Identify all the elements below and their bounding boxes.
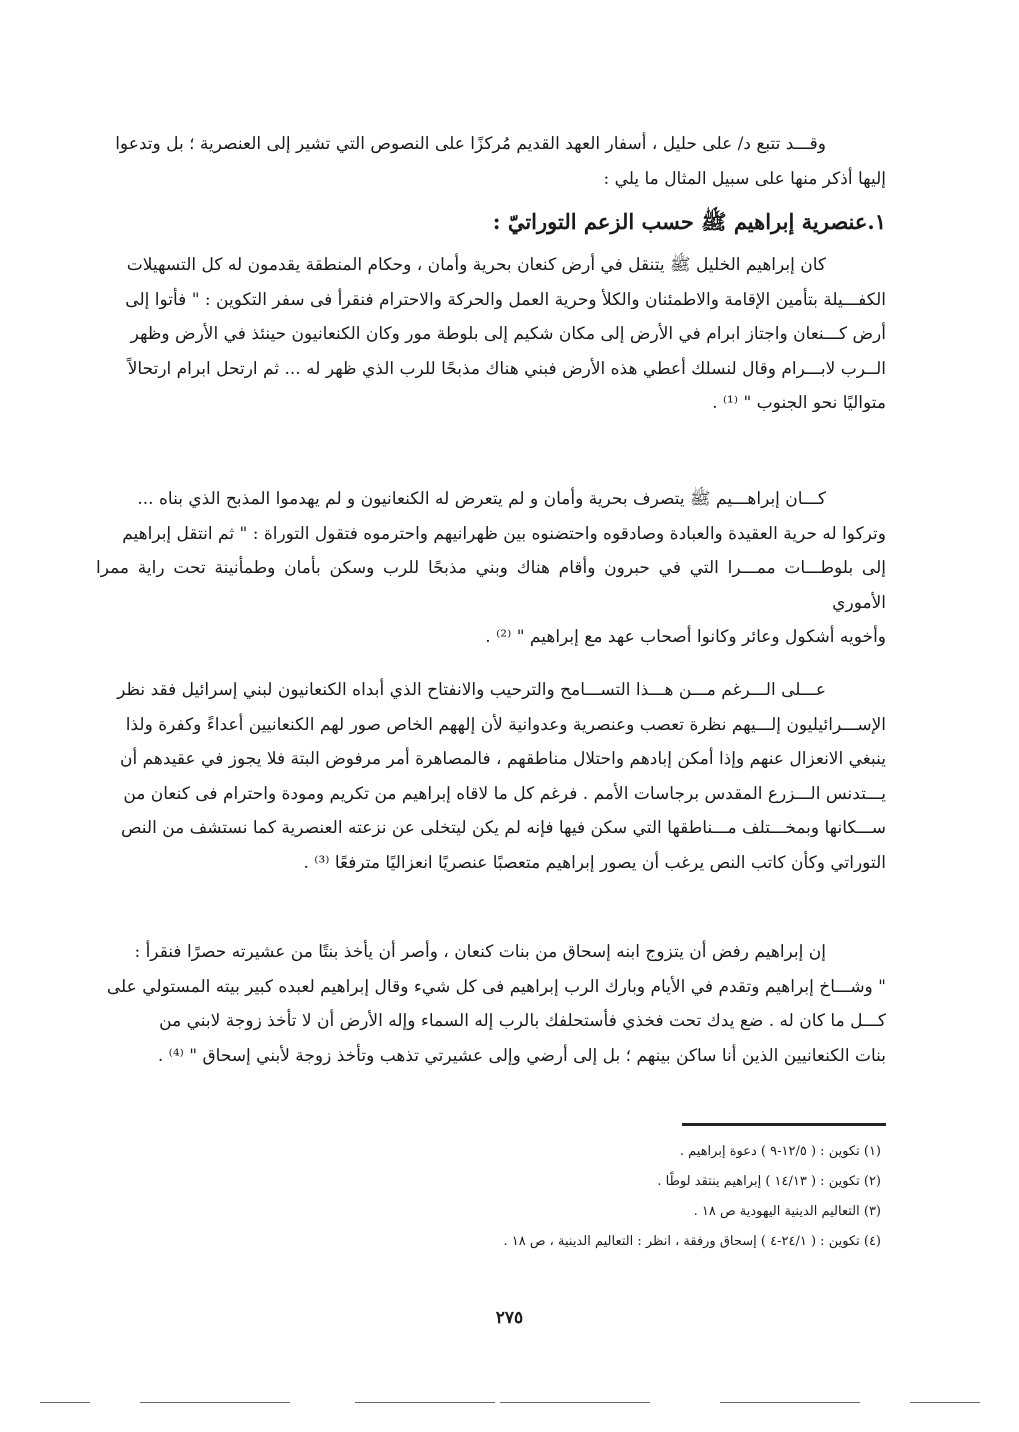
paragraph-1-line-2: الكفـــيلة بتأمين الإقامة والاطمئنان والكلأ وحرية العمل والحركة والاحترام فنقرأ فى سفر التكوين : " فأتوا إلى [125, 289, 886, 310]
footnotes [281, 1137, 881, 1257]
footnote-2: (٢) تكوين : ( ١٤/١٣ ) إبراهيم ينتقد لوطًا . [657, 1174, 881, 1189]
footnote-4: (٤) تكوين : ( ٢٤/١-٤ ) إسحاق ورفقة ، انظر : التعاليم الدينية ، ص ١٨ . [503, 1234, 881, 1249]
paragraph-1-line-3: أرض كـــنعان واجتاز ابرام في الأرض إلى مكان شكيم إلى بلوطة مور وكان الكنعانيون حينئذ في الأرض وظهر [130, 324, 886, 344]
paragraph-4 [96, 935, 886, 1073]
paragraph-2 [96, 482, 886, 655]
scan-line [40, 1402, 90, 1403]
paragraph-3-line-6: التوراتي وكأن كاتب النص يرغب أن يصور إبراهيم متعصبًا عنصريًا انعزاليًا مترفعًا ⁽³⁾ . [303, 852, 886, 873]
scan-line [500, 1402, 650, 1403]
paragraph-3-line-3: ينبغي الانعزال عنهم وإذا أمكن إبادهم واحتلال مناطقهم ، فالمصاهرة أمر مرفوض البتة فلا يجوز في عقيدهم أن [119, 749, 886, 769]
scan-line [140, 1402, 290, 1403]
paragraph-3 [96, 673, 886, 880]
intro-paragraph [96, 127, 886, 196]
paragraph-2-line-2: وتركوا له حرية العقيدة والعبادة وصادقوه واحتضنوه بين ظهرانيهم واحترموه فتقول التوراة : " ثم انتقل إبراهيم [122, 523, 886, 544]
paragraph-2-line-3: إلى بلوطـــات ممـــرا التي في حبرون وأقام هناك وبني مذبحًا للرب وسكن بأمان وطمأنينة تحت راية ممرا الأموري [96, 558, 886, 613]
paragraph-3-line-5: ســـكانها وبمخـــتلف مـــناطقها التي سكن فيها فإنه لم يكن ليتخلى عن نزعته العنصرية كما نستشف من النص [120, 818, 886, 838]
section-heading: ١.عنصرية إبراهيم ﷺ حسب الزعم التوراتيّ : [492, 209, 886, 234]
page-number: ٢٧٥ [495, 1308, 524, 1328]
intro-line-1: وقـــد تتبع د/ على حليل ، أسفار العهد القديم مُركزًا على النصوص التي تشير إلى العنصرية ؛ بل وتدعوا [115, 134, 826, 154]
paragraph-1-line-1: كان إبراهيم الخليل ﷺ يتنقل في أرض كنعان بحرية وأمان ، وحكام المنطقة يقدمون له كل التسهيلات [126, 255, 826, 275]
scan-line [910, 1402, 980, 1403]
paragraph-1 [96, 248, 886, 421]
paragraph-3-line-2: الإســـرائيليون إلـــيهم نظرة تعصب وعنصرية وعدوانية لأن إلههم الخاص صور لهم الكنعانيين أعداءً وكفرة ولذا [125, 714, 886, 735]
footnote-1: (١) تكوين : ( ١٢/٥-٩ ) دعوة إبراهيم . [679, 1144, 881, 1159]
scan-line [355, 1402, 495, 1403]
paragraph-4-line-1: إن إبراهيم رفض أن يتزوج ابنه إسحاق من بنات كنعان ، وأصر أن يأخذ بنتًا من عشيرته حصرًا فنقرأ : [134, 942, 826, 962]
paragraph-1-line-5: متواليًا نحو الجنوب " ⁽¹⁾ . [712, 393, 886, 413]
footnote-separator [682, 1123, 886, 1126]
paragraph-1-line-4: الــرب لابـــرام وقال لنسلك أعطي هذه الأرض فبني هناك مذبحًا للرب الذي ظهر له ... ثم ارتحل ابرام ارتحالاً [127, 358, 886, 379]
paragraph-4-line-3: كـــل ما كان له . ضع يدك تحت فخذي فأستحلفك بالرب إله السماء وإله الأرض أن لا تأخذ زوجة لابني من [159, 1011, 886, 1031]
paragraph-2-line-4: وأخويه أشكول وعائر وكانوا أصحاب عهد مع إبراهيم " ⁽²⁾ . [485, 627, 886, 647]
footnote-3: (٣) التعاليم الدينية اليهودية ص ١٨ . [693, 1204, 881, 1219]
paragraph-3-line-4: يـــتدنس الـــزرع المقدس برجاسات الأمم . فرغم كل ما لاقاه إبراهيم من تكريم ومودة واحترام فى كنعان من [123, 783, 886, 804]
paragraph-4-line-4: بنات الكنعانيين الذين أنا ساكن بينهم ؛ بل إلى أرضي وإلى عشيرتي تذهب وتأخذ زوجة لأبني إسحاق " ⁽⁴⁾ . [157, 1045, 886, 1066]
intro-line-2: إليها أذكر منها على سبيل المثال ما يلي : [603, 168, 886, 189]
paragraph-2-line-1: كـــان إبراهـــيم ﷺ يتصرف بحرية وأمان و لم يتعرض له الكنعانيون و لم يهدموا المذبح الذي بناه ... [137, 489, 826, 509]
scan-line [720, 1402, 860, 1403]
paragraph-4-line-2: " وشـــاخ إبراهيم وتقدم في الأيام وبارك الرب إبراهيم فى كل شيء وقال إبراهيم لعبده كبير بيته المستولي على [106, 976, 886, 997]
paragraph-3-line-1: عـــلى الـــرغم مـــن هـــذا التســـامح والترحيب والانفتاح الذي أبداه الكنعانيون لبني إسرائيل فقد نظر [117, 680, 826, 700]
